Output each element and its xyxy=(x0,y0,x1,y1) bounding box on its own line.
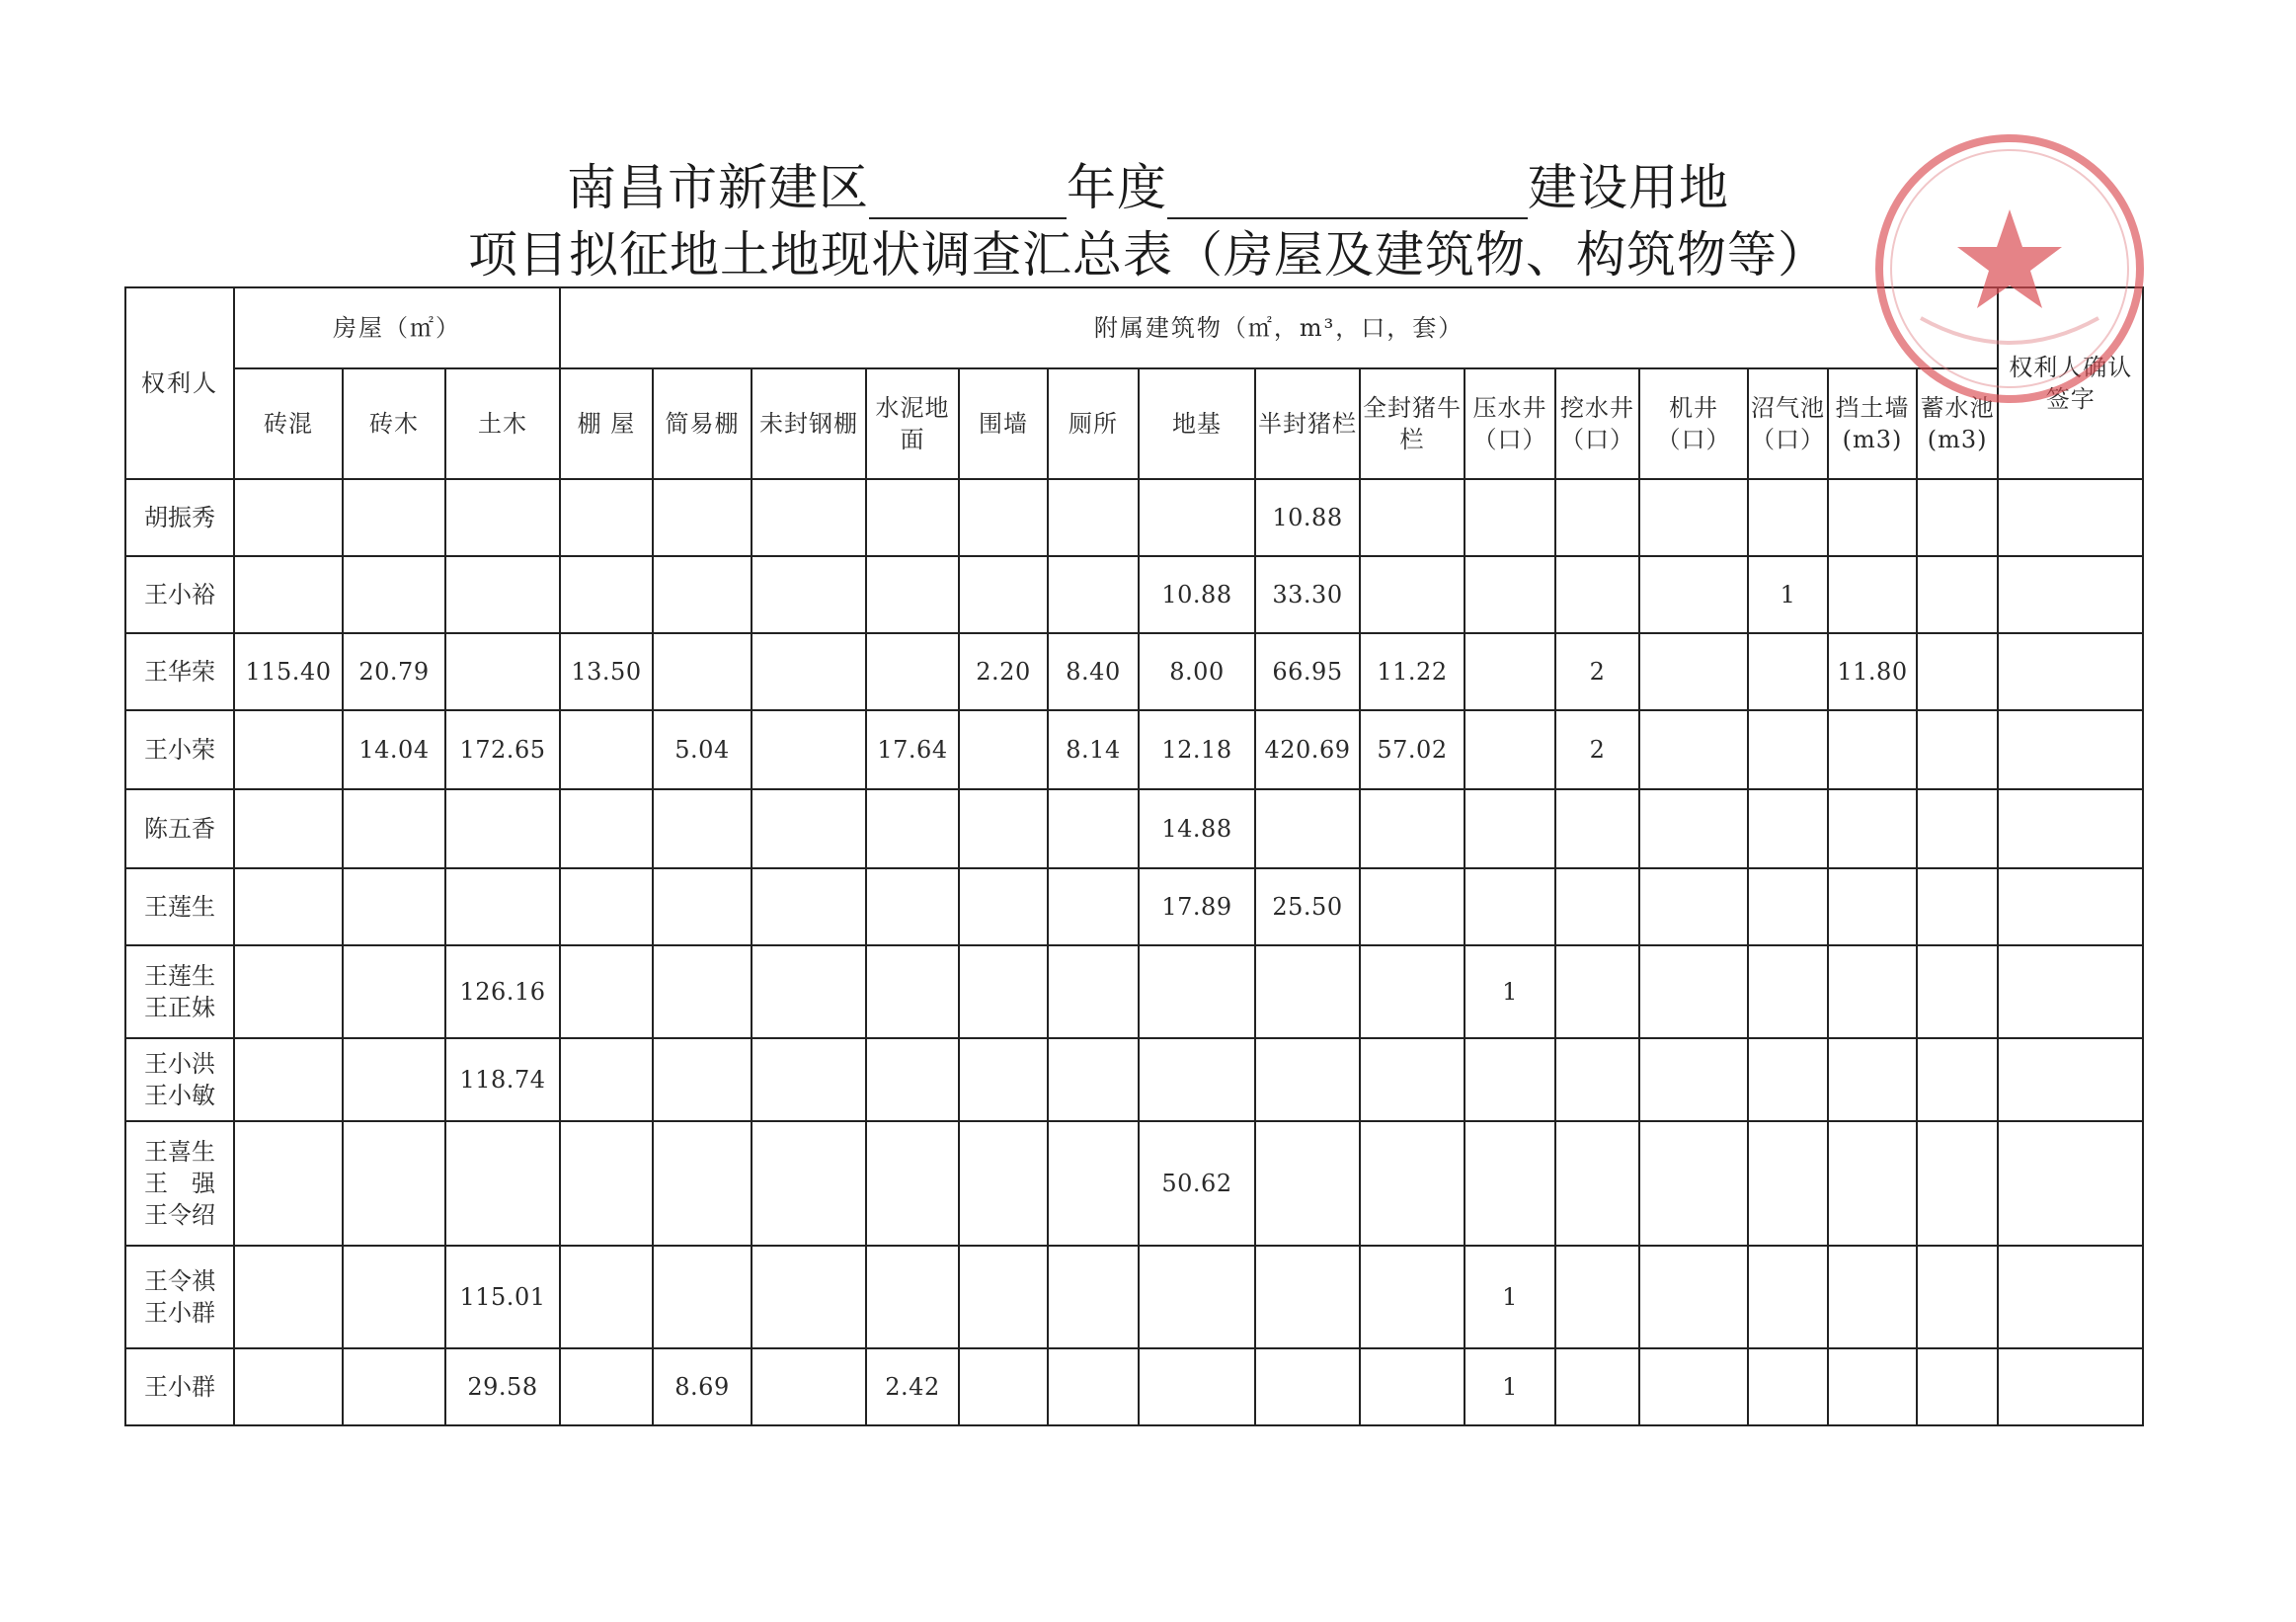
table-cell xyxy=(1998,945,2143,1038)
table-cell xyxy=(560,789,653,868)
table-cell: 8.14 xyxy=(1048,710,1139,789)
table-cell xyxy=(1748,1038,1828,1121)
table-cell: 126.16 xyxy=(445,945,560,1038)
table-row xyxy=(125,1348,2143,1425)
table-cell xyxy=(653,945,752,1038)
table-cell xyxy=(1139,945,1255,1038)
table-row xyxy=(125,1038,2143,1121)
year-blank xyxy=(869,172,1067,219)
table-cell xyxy=(1828,710,1917,789)
table-cell: 5.04 xyxy=(653,710,752,789)
owner-name: 王莲生 王正妹 xyxy=(125,945,234,1038)
table-cell xyxy=(1828,1348,1917,1425)
table-cell: 115.01 xyxy=(445,1246,560,1348)
table-cell xyxy=(445,868,560,945)
table-cell xyxy=(1465,1038,1555,1121)
table-cell: 1 xyxy=(1465,1348,1555,1425)
table-cell xyxy=(752,479,866,556)
table-cell xyxy=(560,1246,653,1348)
table-cell xyxy=(866,868,959,945)
table-cell xyxy=(1828,945,1917,1038)
table-cell xyxy=(866,1038,959,1121)
table-cell xyxy=(866,789,959,868)
table-row xyxy=(125,1246,2143,1348)
table-cell: 33.30 xyxy=(1255,556,1360,633)
table-cell xyxy=(343,868,445,945)
table-cell xyxy=(343,945,445,1038)
owner-header: 权利人 xyxy=(125,287,234,479)
table-cell xyxy=(1555,556,1639,633)
table-cell: 420.69 xyxy=(1255,710,1360,789)
table-cell xyxy=(234,710,343,789)
table-cell xyxy=(1255,1246,1360,1348)
table-cell: 1 xyxy=(1465,1246,1555,1348)
column-header: 围墙 xyxy=(959,368,1048,479)
table-cell xyxy=(1360,1246,1465,1348)
table-cell xyxy=(959,1038,1048,1121)
table-cell xyxy=(1048,945,1139,1038)
table-cell xyxy=(1748,1121,1828,1246)
table-cell xyxy=(1139,479,1255,556)
table-cell: 8.40 xyxy=(1048,633,1139,710)
table-cell xyxy=(1639,633,1748,710)
table-row xyxy=(125,710,2143,789)
table-cell xyxy=(959,710,1048,789)
table-cell xyxy=(343,556,445,633)
table-cell xyxy=(1998,710,2143,789)
table-cell: 11.22 xyxy=(1360,633,1465,710)
title-line-1 xyxy=(0,148,2296,219)
table-cell xyxy=(1360,556,1465,633)
table-row xyxy=(125,868,2143,945)
table-cell xyxy=(1639,710,1748,789)
title-year: 年度 xyxy=(1067,159,1167,216)
table-cell xyxy=(752,789,866,868)
table-cell xyxy=(1917,868,1998,945)
table-cell xyxy=(560,556,653,633)
table-cell xyxy=(752,868,866,945)
table-cell: 118.74 xyxy=(445,1038,560,1121)
table-cell: 17.64 xyxy=(866,710,959,789)
table-cell xyxy=(1048,789,1139,868)
table-cell xyxy=(752,1246,866,1348)
table-cell xyxy=(1917,945,1998,1038)
table-cell xyxy=(653,479,752,556)
table-cell xyxy=(1555,479,1639,556)
table-cell xyxy=(959,868,1048,945)
table-cell xyxy=(445,479,560,556)
table-cell xyxy=(1917,633,1998,710)
table-cell xyxy=(1748,633,1828,710)
table-cell xyxy=(1748,479,1828,556)
table-cell: 10.88 xyxy=(1255,479,1360,556)
table-cell xyxy=(1828,789,1917,868)
table-cell: 1 xyxy=(1748,556,1828,633)
table-cell xyxy=(959,479,1048,556)
table-cell: 2 xyxy=(1555,710,1639,789)
table-cell xyxy=(1048,1121,1139,1246)
table-cell xyxy=(752,1038,866,1121)
table-row xyxy=(125,633,2143,710)
table-cell xyxy=(1917,479,1998,556)
table-cell: 29.58 xyxy=(445,1348,560,1425)
table-cell xyxy=(1748,710,1828,789)
table-cell xyxy=(1255,789,1360,868)
table-cell xyxy=(1555,1121,1639,1246)
table-cell xyxy=(1998,789,2143,868)
table-cell xyxy=(560,1038,653,1121)
table-cell xyxy=(1639,789,1748,868)
table-cell xyxy=(752,945,866,1038)
table-cell xyxy=(1465,868,1555,945)
table-cell xyxy=(1360,1121,1465,1246)
table-cell: 20.79 xyxy=(343,633,445,710)
table-cell xyxy=(343,1348,445,1425)
column-header: 砖混 xyxy=(234,368,343,479)
table-cell xyxy=(1639,1348,1748,1425)
table-cell xyxy=(445,556,560,633)
table-cell xyxy=(1048,868,1139,945)
table-cell xyxy=(1255,1038,1360,1121)
table-cell xyxy=(1998,1246,2143,1348)
table-cell xyxy=(1998,1121,2143,1246)
table-cell xyxy=(1917,1348,1998,1425)
table-cell xyxy=(1465,633,1555,710)
owner-name: 王小群 xyxy=(125,1348,234,1425)
table-cell xyxy=(959,945,1048,1038)
title-line-2: 项目拟征地土地现状调查汇总表（房屋及建筑物、构筑物等） xyxy=(468,226,1828,284)
table-cell xyxy=(653,1121,752,1246)
owner-name: 王莲生 xyxy=(125,868,234,945)
column-header: 棚 屋 xyxy=(560,368,653,479)
column-header: 未封钢棚 xyxy=(752,368,866,479)
table-cell xyxy=(959,1121,1048,1246)
table-cell xyxy=(1748,945,1828,1038)
table-cell xyxy=(1998,479,2143,556)
table-cell xyxy=(1139,1038,1255,1121)
owner-name: 陈五香 xyxy=(125,789,234,868)
table-cell xyxy=(1360,868,1465,945)
column-header: 地基 xyxy=(1139,368,1255,479)
table-cell xyxy=(234,945,343,1038)
table-cell xyxy=(1465,479,1555,556)
table-cell xyxy=(653,789,752,868)
house-group-header: 房屋（㎡） xyxy=(234,287,560,368)
table-cell xyxy=(234,1121,343,1246)
table-cell xyxy=(234,1246,343,1348)
table-cell xyxy=(1748,789,1828,868)
column-header: 机井（口） xyxy=(1639,368,1748,479)
table-cell xyxy=(343,1121,445,1246)
table-cell xyxy=(752,633,866,710)
table-cell xyxy=(866,479,959,556)
owner-name: 王小洪 王小敏 xyxy=(125,1038,234,1121)
table-cell xyxy=(1360,945,1465,1038)
table-cell xyxy=(1828,479,1917,556)
table-cell xyxy=(1555,868,1639,945)
table-cell xyxy=(752,710,866,789)
table-cell xyxy=(1917,1038,1998,1121)
table-cell xyxy=(1360,1348,1465,1425)
table-cell xyxy=(560,1348,653,1425)
table-row xyxy=(125,789,2143,868)
table-cell xyxy=(866,556,959,633)
table-cell xyxy=(1998,1348,2143,1425)
table-cell: 2 xyxy=(1555,633,1639,710)
column-header: 简易棚 xyxy=(653,368,752,479)
title-city: 南昌市新建区 xyxy=(567,159,869,216)
table-cell xyxy=(1828,1246,1917,1348)
table-cell xyxy=(1748,1246,1828,1348)
table-cell: 17.89 xyxy=(1139,868,1255,945)
table-cell xyxy=(1465,556,1555,633)
column-header: 砖木 xyxy=(343,368,445,479)
table-cell xyxy=(1828,1121,1917,1246)
table-cell: 66.95 xyxy=(1255,633,1360,710)
table-cell xyxy=(1048,1348,1139,1425)
column-header: 水泥地面 xyxy=(866,368,959,479)
table-cell xyxy=(1639,479,1748,556)
table-cell xyxy=(1639,1038,1748,1121)
table-cell xyxy=(866,1121,959,1246)
owner-name: 王喜生 王 强 王令绍 xyxy=(125,1121,234,1246)
table-cell: 12.18 xyxy=(1139,710,1255,789)
table-cell xyxy=(343,1246,445,1348)
table-cell xyxy=(866,633,959,710)
table-cell xyxy=(1465,1121,1555,1246)
table-cell xyxy=(1917,1246,1998,1348)
table-cell xyxy=(1555,945,1639,1038)
table-cell xyxy=(1828,556,1917,633)
table-cell: 1 xyxy=(1465,945,1555,1038)
table-cell xyxy=(1555,1348,1639,1425)
attach-group-header: 附属建筑物（㎡，m³，口，套） xyxy=(560,287,1998,368)
table-cell: 2.42 xyxy=(866,1348,959,1425)
column-header: 半封猪栏 xyxy=(1255,368,1360,479)
table-cell xyxy=(1465,710,1555,789)
column-header: 土木 xyxy=(445,368,560,479)
table-cell xyxy=(1048,1246,1139,1348)
table-cell xyxy=(1255,1348,1360,1425)
table-cell xyxy=(1048,479,1139,556)
column-header: 蓄水池(m3) xyxy=(1917,368,1998,479)
table-cell xyxy=(1555,789,1639,868)
table-cell xyxy=(1639,556,1748,633)
table-cell xyxy=(653,1038,752,1121)
table-cell xyxy=(1639,945,1748,1038)
table-cell: 13.50 xyxy=(560,633,653,710)
table-cell xyxy=(234,789,343,868)
table-cell xyxy=(1828,1038,1917,1121)
table-cell xyxy=(1139,1348,1255,1425)
table-cell xyxy=(1639,1121,1748,1246)
column-header: 挡土墙(m3) xyxy=(1828,368,1917,479)
table-cell xyxy=(866,1246,959,1348)
table-cell xyxy=(1998,868,2143,945)
table-cell: 10.88 xyxy=(1139,556,1255,633)
table-cell: 14.88 xyxy=(1139,789,1255,868)
owner-name: 胡振秀 xyxy=(125,479,234,556)
table-cell xyxy=(1255,945,1360,1038)
table-cell xyxy=(1465,789,1555,868)
table-cell xyxy=(560,710,653,789)
table-cell xyxy=(752,1348,866,1425)
table-cell xyxy=(752,1121,866,1246)
table-cell: 14.04 xyxy=(343,710,445,789)
table-cell xyxy=(445,789,560,868)
table-cell xyxy=(560,1121,653,1246)
table-cell xyxy=(1048,556,1139,633)
table-cell xyxy=(560,945,653,1038)
table-cell xyxy=(560,479,653,556)
table-cell xyxy=(1555,1038,1639,1121)
table-cell: 2.20 xyxy=(959,633,1048,710)
table-cell xyxy=(1139,1246,1255,1348)
table-cell xyxy=(343,479,445,556)
table-cell xyxy=(959,789,1048,868)
owner-name: 王小裕 xyxy=(125,556,234,633)
owner-name: 王华荣 xyxy=(125,633,234,710)
table-cell xyxy=(1828,868,1917,945)
table-cell xyxy=(959,556,1048,633)
table-cell xyxy=(959,1348,1048,1425)
table-cell xyxy=(1998,1038,2143,1121)
table-row xyxy=(125,945,2143,1038)
column-header: 挖水井（口） xyxy=(1555,368,1639,479)
table-cell: 8.69 xyxy=(653,1348,752,1425)
column-header: 压水井（口） xyxy=(1465,368,1555,479)
owner-name: 王令祺 王小群 xyxy=(125,1246,234,1348)
table-cell xyxy=(234,1038,343,1121)
table-cell xyxy=(445,1121,560,1246)
table-cell xyxy=(234,1348,343,1425)
table-cell xyxy=(234,479,343,556)
table-cell xyxy=(1917,789,1998,868)
title-land-use: 建设用地 xyxy=(1528,159,1729,216)
table-cell xyxy=(1048,1038,1139,1121)
table-cell xyxy=(1998,633,2143,710)
table-cell xyxy=(234,868,343,945)
table-cell xyxy=(1255,1121,1360,1246)
table-cell xyxy=(1639,868,1748,945)
table-cell xyxy=(1555,1246,1639,1348)
table-row xyxy=(125,1121,2143,1246)
table-cell xyxy=(1917,1121,1998,1246)
table-cell xyxy=(1917,556,1998,633)
table-cell: 115.40 xyxy=(234,633,343,710)
column-header: 沼气池（口） xyxy=(1748,368,1828,479)
table-cell xyxy=(1360,1038,1465,1121)
table-cell xyxy=(1360,789,1465,868)
table-cell: 57.02 xyxy=(1360,710,1465,789)
table-cell xyxy=(653,1246,752,1348)
table-cell xyxy=(560,868,653,945)
table-cell xyxy=(752,556,866,633)
table-cell xyxy=(1639,1246,1748,1348)
project-blank xyxy=(1167,172,1528,219)
column-header: 全封猪牛栏 xyxy=(1360,368,1465,479)
column-header: 厕所 xyxy=(1048,368,1139,479)
table-cell xyxy=(1360,479,1465,556)
confirm-signature-header: 权利人确认签字 xyxy=(1998,287,2143,479)
table-cell xyxy=(1917,710,1998,789)
owner-name: 王小荣 xyxy=(125,710,234,789)
table-cell xyxy=(959,1246,1048,1348)
table-cell xyxy=(653,868,752,945)
table-cell xyxy=(343,789,445,868)
table-cell: 50.62 xyxy=(1139,1121,1255,1246)
table-row xyxy=(125,479,2143,556)
table-cell: 8.00 xyxy=(1139,633,1255,710)
table-cell xyxy=(1748,868,1828,945)
table-cell xyxy=(653,556,752,633)
table-cell xyxy=(234,556,343,633)
table-row xyxy=(125,556,2143,633)
table-cell: 25.50 xyxy=(1255,868,1360,945)
table-cell xyxy=(1748,1348,1828,1425)
table-cell xyxy=(866,945,959,1038)
table-cell xyxy=(445,633,560,710)
table-cell xyxy=(653,633,752,710)
table-cell xyxy=(1998,556,2143,633)
table-cell: 172.65 xyxy=(445,710,560,789)
survey-table xyxy=(124,286,2144,1426)
table-cell: 11.80 xyxy=(1828,633,1917,710)
table-cell xyxy=(343,1038,445,1121)
